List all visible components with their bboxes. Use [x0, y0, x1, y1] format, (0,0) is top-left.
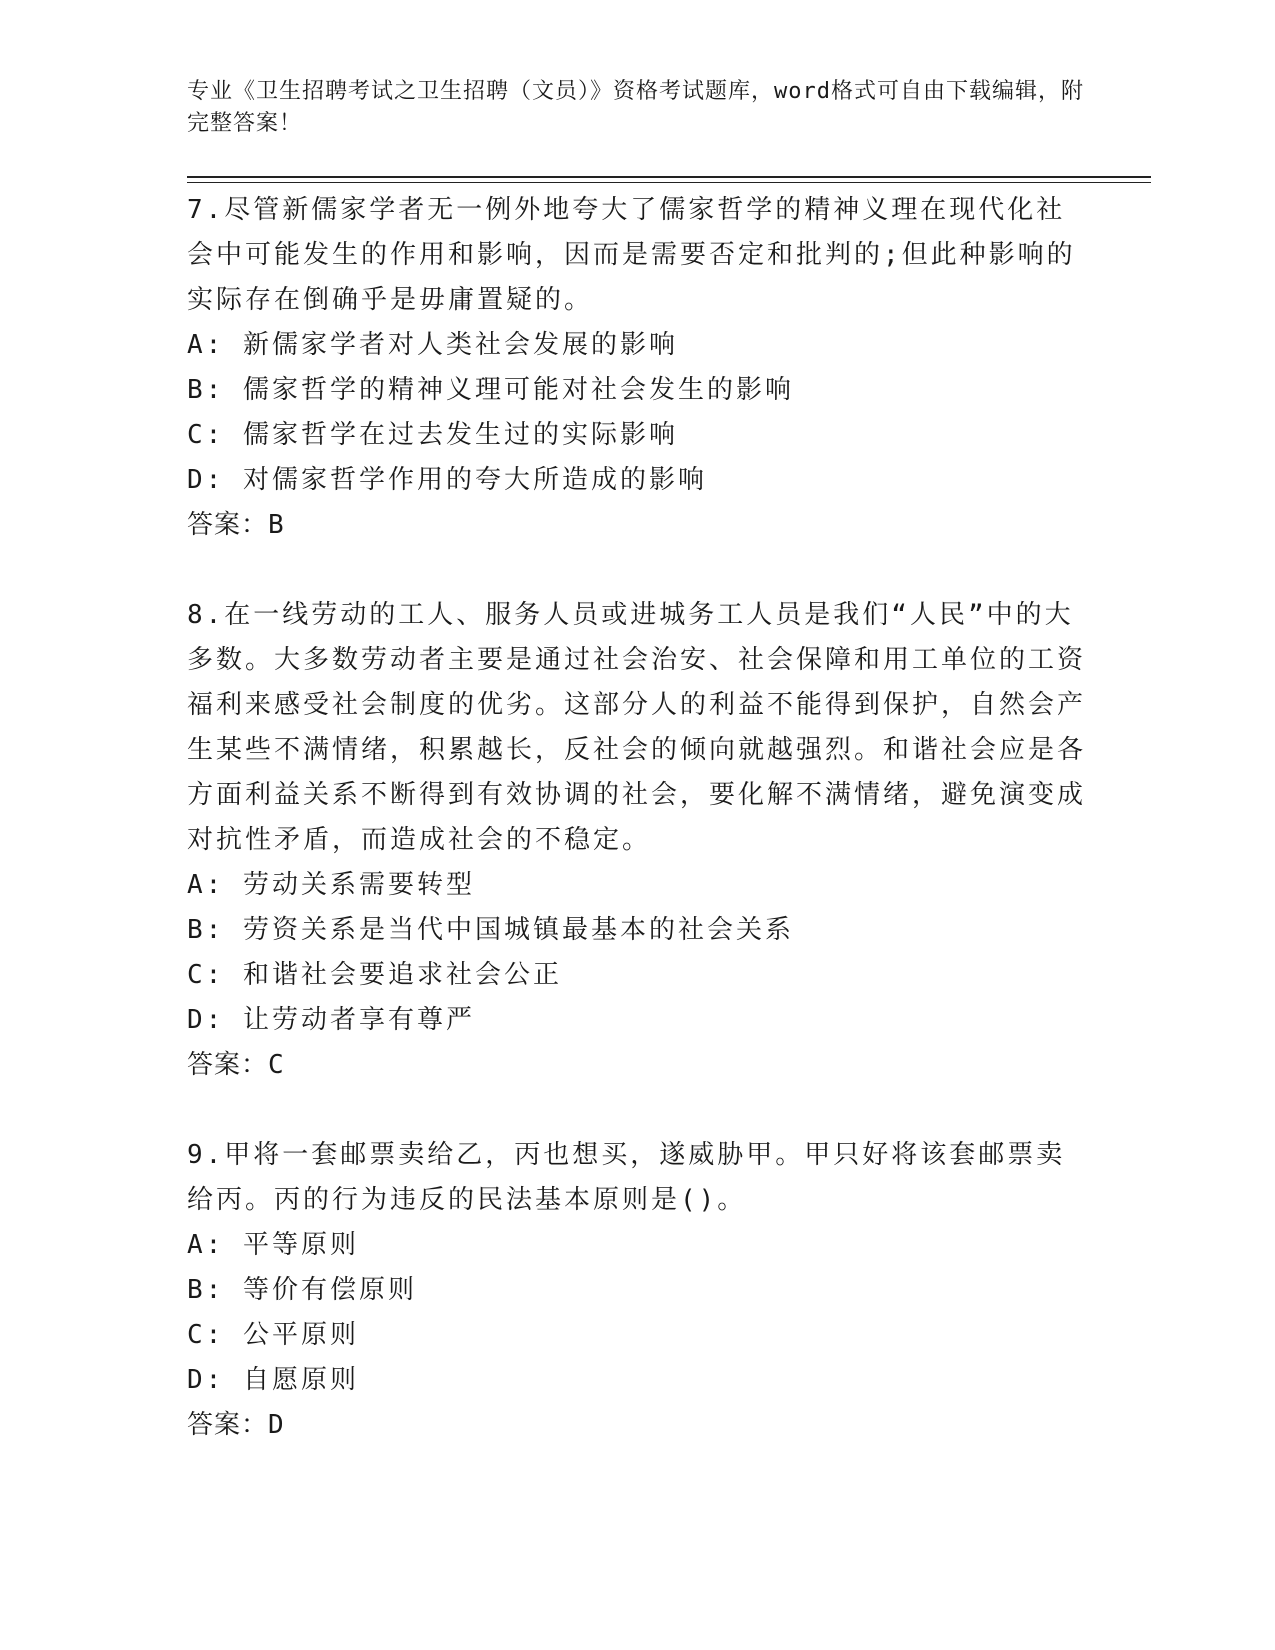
option-b: B: 儒家哲学的精神义理可能对社会发生的影响: [187, 375, 794, 405]
question-gap: [187, 1088, 1087, 1133]
question-gap: [187, 548, 1087, 593]
option-a: A: 平等原则: [187, 1230, 359, 1260]
option-c: C: 儒家哲学在过去发生过的实际影响: [187, 420, 678, 450]
header-divider-thin: [187, 182, 1151, 183]
option-c: C: 和谐社会要追求社会公正: [187, 960, 562, 990]
option-d: D: 自愿原则: [187, 1365, 359, 1395]
option-a: A: 劳动关系需要转型: [187, 870, 475, 900]
option-a: A: 新儒家学者对人类社会发展的影响: [187, 330, 678, 360]
option-d: D: 让劳动者享有尊严: [187, 1005, 475, 1035]
question-list: [187, 188, 1087, 1448]
option-b: B: 劳资关系是当代中国城镇最基本的社会关系: [187, 915, 794, 945]
question-stem: 9.甲将一套邮票卖给乙，丙也想买，遂威胁甲。甲只好将该套邮票卖给丙。丙的行为违反的民法基本原则是()。: [187, 1140, 1066, 1215]
option-c: C: 公平原则: [187, 1320, 359, 1350]
answer-line: 答案：D: [187, 1410, 285, 1440]
header-divider: [187, 176, 1151, 178]
answer-line: 答案：C: [187, 1050, 285, 1080]
option-b: B: 等价有偿原则: [187, 1275, 417, 1305]
question-9: [187, 1133, 1087, 1448]
question-stem: 7.尽管新儒家学者无一例外地夸大了儒家哲学的精神义理在现代化社会中可能发生的作用和影响，因而是需要否定和批判的;但此种影响的实际存在倒确乎是毋庸置疑的。: [187, 195, 1076, 315]
question-stem: 8.在一线劳动的工人、服务人员或进城务工人员是我们“人民”中的大多数。大多数劳动者主要是通过社会治安、社会保障和用工单位的工资福利来感受社会制度的优劣。这部分人的利益不能得到保护，自然会产生某些不满情绪，积累越长，反社会的倾向就越强烈。和谐社会应是各方面利益关系不断得到有效协调的社会，要化解不满情绪，避免演变成对抗性矛盾，而造成社会的不稳定。: [187, 600, 1087, 855]
answer-line: 答案：B: [187, 510, 285, 540]
question-8: [187, 593, 1087, 1088]
document-header: 专业《卫生招聘考试之卫生招聘（文员）》资格考试题库，word格式可自由下载编辑，附完整答案！: [187, 79, 1084, 136]
option-d: D: 对儒家哲学作用的夸大所造成的影响: [187, 465, 707, 495]
question-7: [187, 188, 1087, 548]
